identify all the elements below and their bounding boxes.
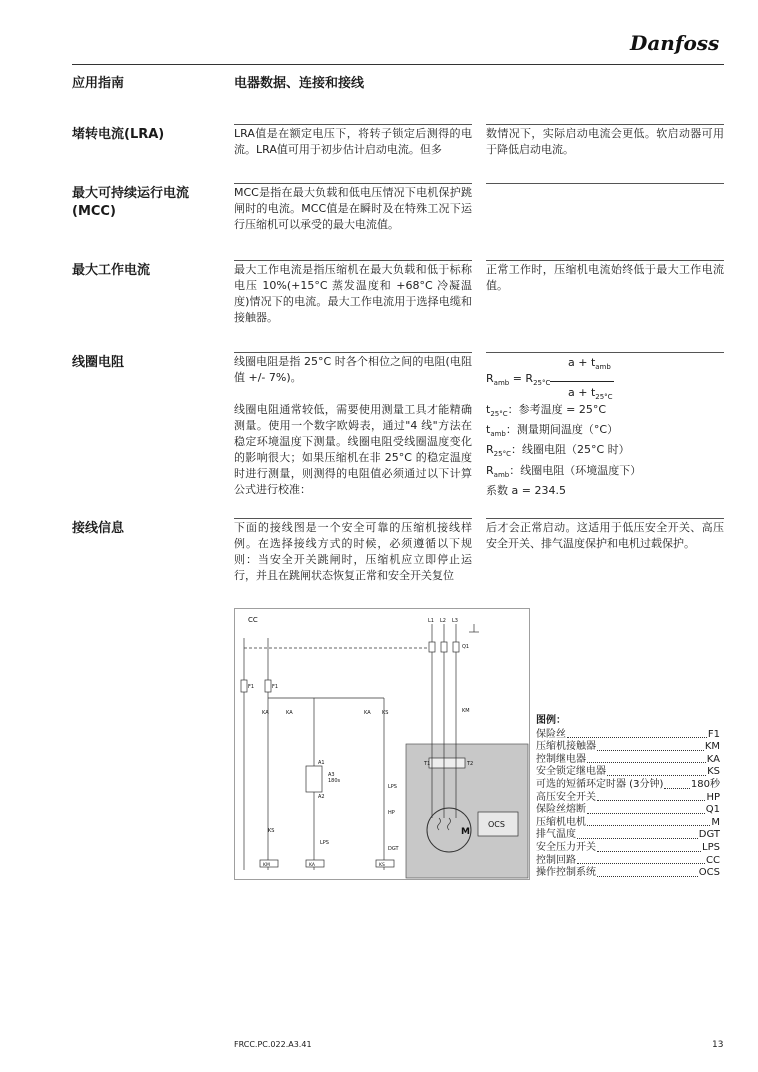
motor-label: M — [461, 827, 470, 837]
legend-row: 可选的短循环定时器 (3分钟) 180秒 — [536, 778, 720, 790]
fuse-f1b — [265, 680, 271, 692]
section-rule — [486, 352, 724, 353]
header-left-title: 应用指南 — [72, 76, 125, 91]
t1-label: T1 — [424, 761, 431, 767]
fuse-q1c — [453, 642, 459, 652]
legend-row: 安全压力开关 LPS — [536, 841, 720, 853]
section-coil-col1b: 线圈电阻通常较低，需要使用测量工具才能精确测量。使用一个数字欧姆表，通过"4 线"方法在稳定环境温度下测量。线圈电阻受线圈温度变化的影响很大；如果压缩机在非 25°C 的稳定温度时进行测量，则测得的电阻值必须通过以下计算公式进行校准： — [234, 403, 472, 496]
t2-label: T2 — [467, 761, 474, 767]
section-lra-col2: 数情况下，实际启动电流会更低。软启动器可用于降低启动电流。 — [486, 127, 724, 156]
fuse-f1a — [241, 680, 247, 692]
ocs-label: OCS — [488, 820, 505, 829]
section-rule — [234, 352, 472, 353]
section-coil-col1a: 线圈电阻是指 25°C 时各个相位之间的电阻(电阻值 +/- 7%)。 — [234, 355, 472, 384]
t180-label: 180s — [328, 778, 341, 784]
coil-formula — [486, 354, 724, 400]
legend-row: 排气温度 DGT — [536, 829, 720, 841]
legend-title: 图例： — [536, 715, 566, 726]
definition-item: $t_{25^\circ C}$：参考温度 = 25°C — [486, 403, 607, 419]
cc-label: CC — [248, 616, 258, 624]
section-rule — [486, 124, 724, 125]
f1b-label: F1 — [272, 684, 279, 690]
legend-row: 压缩机接触器 KM — [536, 741, 720, 753]
legend-row: 保险丝 F1 — [536, 728, 720, 740]
fuse-q1a — [429, 642, 435, 652]
section-lra-col1: LRA值是在额定电压下，将转子锁定后测得的电流。LRA值可用于初步估计启动电流。但多 — [234, 127, 472, 156]
page-number: 13 — [712, 1040, 724, 1050]
wiring-diagram — [234, 608, 530, 880]
dgt-label: DGT — [388, 846, 399, 852]
l1-label: L1 — [428, 618, 434, 624]
a3-label: A3 — [328, 772, 335, 778]
legend-row: 保险丝熔断 Q1 — [536, 804, 720, 816]
section-rule — [486, 183, 724, 184]
coefficient: 系数 a = 234.5 — [486, 483, 566, 497]
legend-row: 压缩机电机 M — [536, 816, 720, 828]
coil-ks-label: KS — [379, 863, 385, 868]
section-rule — [234, 183, 472, 184]
f1a-label: F1 — [248, 684, 255, 690]
ka2-label: KA — [286, 710, 293, 716]
section-title-coil: 线圈电阻 — [72, 355, 125, 370]
document-code: FRCC.PC.022.A3.41 — [234, 1040, 312, 1049]
diagram-legend — [536, 715, 720, 880]
ks-label: KS — [382, 710, 389, 716]
section-title-wiring: 接线信息 — [72, 521, 125, 536]
section-wiring-col1: 下面的接线图是一个安全可靠的压缩机接线样例。在选择接线方式的时候，必须遵循以下规则：当安全开关跳闸时，压缩机应立即停止运行，并且在跳闸状态恢复正常和安全开关复位 — [234, 521, 472, 582]
section-rule — [486, 260, 724, 261]
lps1-label: LPS — [388, 784, 397, 790]
fuse-q1b — [441, 642, 447, 652]
l2-label: L2 — [440, 618, 446, 624]
definition-item: $t_{amb}$：测量期间温度（°C） — [486, 423, 619, 439]
km-label: KM — [462, 708, 470, 714]
section-max-current-col1: 最大工作电流是指压缩机在最大负载和低于标称电压 10%(+15°C 蒸发温度和 +68°C 冷凝温度)情况下的电流。最大工作电流用于选择电缆和接触器。 — [234, 263, 472, 324]
ka1-label: KA — [262, 710, 269, 716]
section-title-max-current: 最大工作电流 — [72, 263, 151, 278]
header-rule — [72, 64, 724, 65]
hp-label: HP — [388, 810, 395, 816]
fraction-bar — [550, 381, 614, 382]
header-right-title: 电器数据、连接和接线 — [234, 76, 365, 91]
q1-label: Q1 — [462, 644, 470, 650]
terminal-block — [429, 758, 465, 768]
l3-label: L3 — [452, 618, 458, 624]
section-title-lra: 堵转电流(LRA) — [72, 127, 165, 142]
definition-item: $R_{amb}$：线圈电阻（环境温度下） — [486, 463, 642, 479]
section-rule — [234, 518, 472, 519]
ks2-label: KS — [268, 828, 275, 834]
legend-row: 控制继电器 KA — [536, 753, 720, 765]
section-rule — [234, 260, 472, 261]
section-rule — [234, 124, 472, 125]
a2-label: A2 — [318, 794, 325, 800]
section-mcc-col1: MCC是指在最大负载和低电压情况下电机保护跳闸时的电流。MCC值是在瞬时及在特殊工况下运行压缩机可以承受的最大电流值。 — [234, 186, 472, 231]
formula-numerator: $a + t_{amb}$ — [568, 356, 611, 372]
logo-text: Danfoss — [630, 31, 720, 55]
timer-relay — [306, 766, 322, 792]
legend-row: 高压安全开关 HP — [536, 791, 720, 803]
coil-ka-label: KA — [309, 863, 315, 868]
definition-item: $R_{25^\circ C}$：线圈电阻（25°C 时） — [486, 443, 630, 459]
legend-row: 操作控制系统 OCS — [536, 867, 720, 879]
section-max-current-col2: 正常工作时，压缩机电流始终低于最大工作电流值。 — [486, 263, 724, 292]
coil-km-label: KM — [263, 863, 270, 868]
a1-label: A1 — [318, 760, 325, 766]
formula-definitions — [486, 402, 724, 499]
section-rule — [486, 518, 724, 519]
legend-row: 控制回路 CC — [536, 854, 720, 866]
section-title-mcc: 最大可持续运行电流 (MCC) — [72, 186, 190, 219]
danfoss-logo — [626, 28, 730, 58]
ka3-label: KA — [364, 710, 371, 716]
section-wiring-col2: 后才会正常启动。这适用于低压安全开关、高压安全开关、排气温度保护和电机过载保护。 — [486, 521, 724, 550]
legend-row: 安全锁定继电器 KS — [536, 766, 720, 778]
lps2-label: LPS — [320, 840, 329, 846]
formula-lhs: $R_{amb} = R_{25^\circ C}$ — [486, 372, 551, 388]
formula-denominator: $a + t_{25^\circ C}$ — [568, 386, 613, 402]
